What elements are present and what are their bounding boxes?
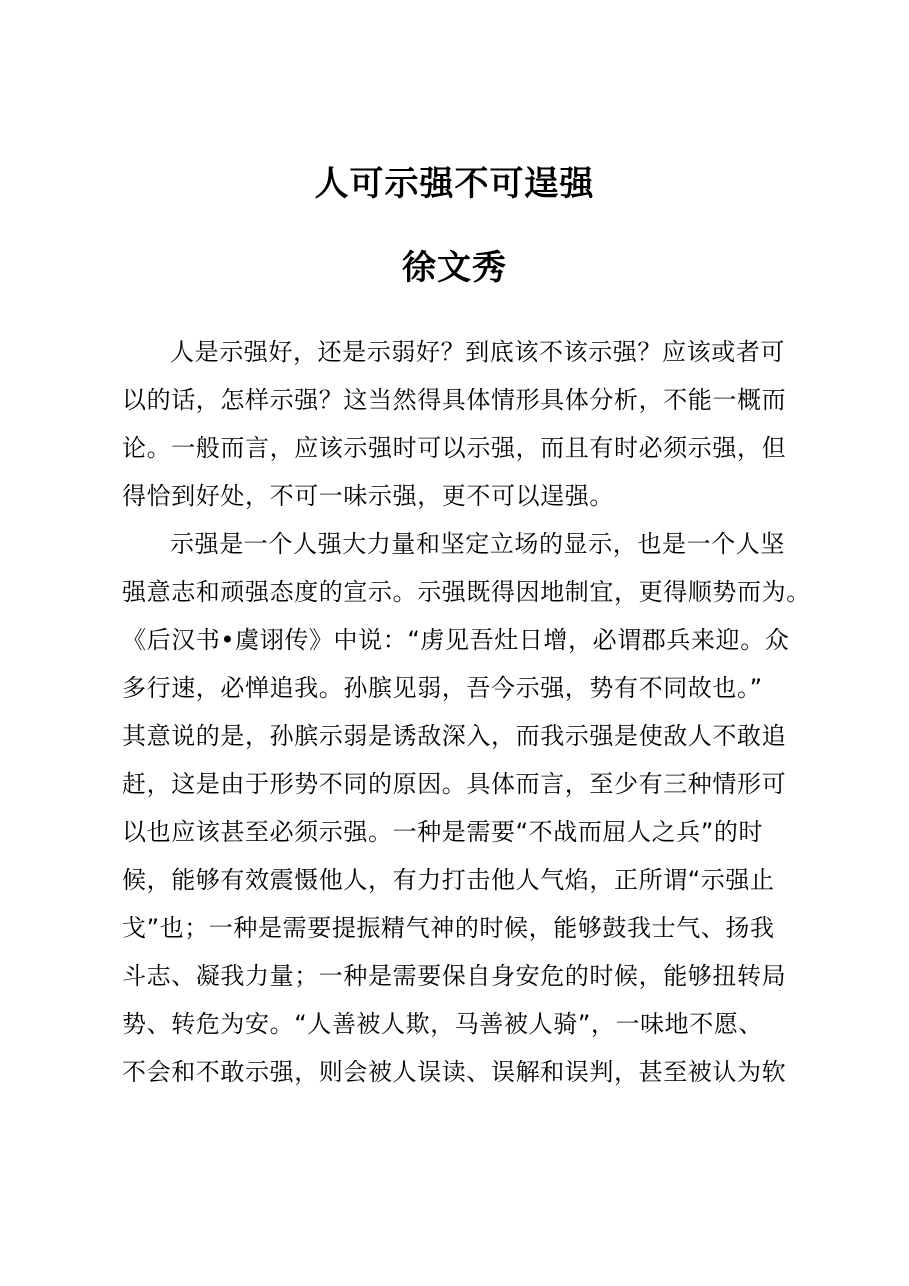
paragraph-2	[122, 520, 811, 1096]
paragraph-line: 其意说的是，孙膑示弱是诱敌深入，而我示强是使敌人不敢追	[122, 722, 787, 750]
paragraph-line: 《后汉书•虞诩传》中说：“虏见吾灶日增，必谓郡兵来迎。众	[122, 626, 790, 654]
paragraph-line: 候，能够有效震慑他人，有力打击他人气焰，正所谓“示强止	[122, 866, 775, 894]
paragraph-1	[122, 328, 802, 520]
paragraph-line: 人是示强好，还是示弱好？到底该不该示强？应该或者可	[170, 338, 785, 366]
paragraph-line: 论。一般而言，应该示强时可以示强，而且有时必须示强，但	[122, 434, 787, 462]
document-body	[122, 328, 811, 1096]
paragraph-line: 以也应该甚至必须示强。一种是需要“不战而屈人之兵”的时	[122, 818, 764, 846]
paragraph-line: 多行速，必惮追我。孙膑见弱，吾今示强，势有不同故也。”	[122, 674, 763, 702]
paragraph-line: 赶，这是由于形势不同的原因。具体而言，至少有三种情形可	[122, 770, 787, 798]
paragraph-line: 不会和不敢示强，则会被人误读、误解和误判，甚至被认为软	[122, 1058, 787, 1086]
paragraph-line: 戈”也；一种是需要提振精气神的时候，能够鼓我士气、扬我	[122, 914, 775, 942]
paragraph-line: 以的话，怎样示强？这当然得具体情形具体分析，不能一概而	[122, 386, 787, 414]
paragraph-line: 势、转危为安。“人善被人欺，马善被人骑”，一味地不愿、	[122, 1010, 764, 1038]
paragraph-line: 斗志、凝我力量；一种是需要保自身安危的时候，能够扭转局	[122, 962, 787, 990]
paragraph-line: 强意志和顽强态度的宣示。示强既得因地制宜，更得顺势而为。	[122, 578, 811, 606]
paragraph-line: 示强是一个人强大力量和坚定立场的显示，也是一个人坚	[170, 530, 785, 558]
document-author: 徐文秀	[402, 248, 507, 288]
paragraph-line: 得恰到好处，不可一味示强，更不可以逞强。	[122, 482, 614, 510]
document-title: 人可示强不可逞强	[314, 164, 595, 204]
